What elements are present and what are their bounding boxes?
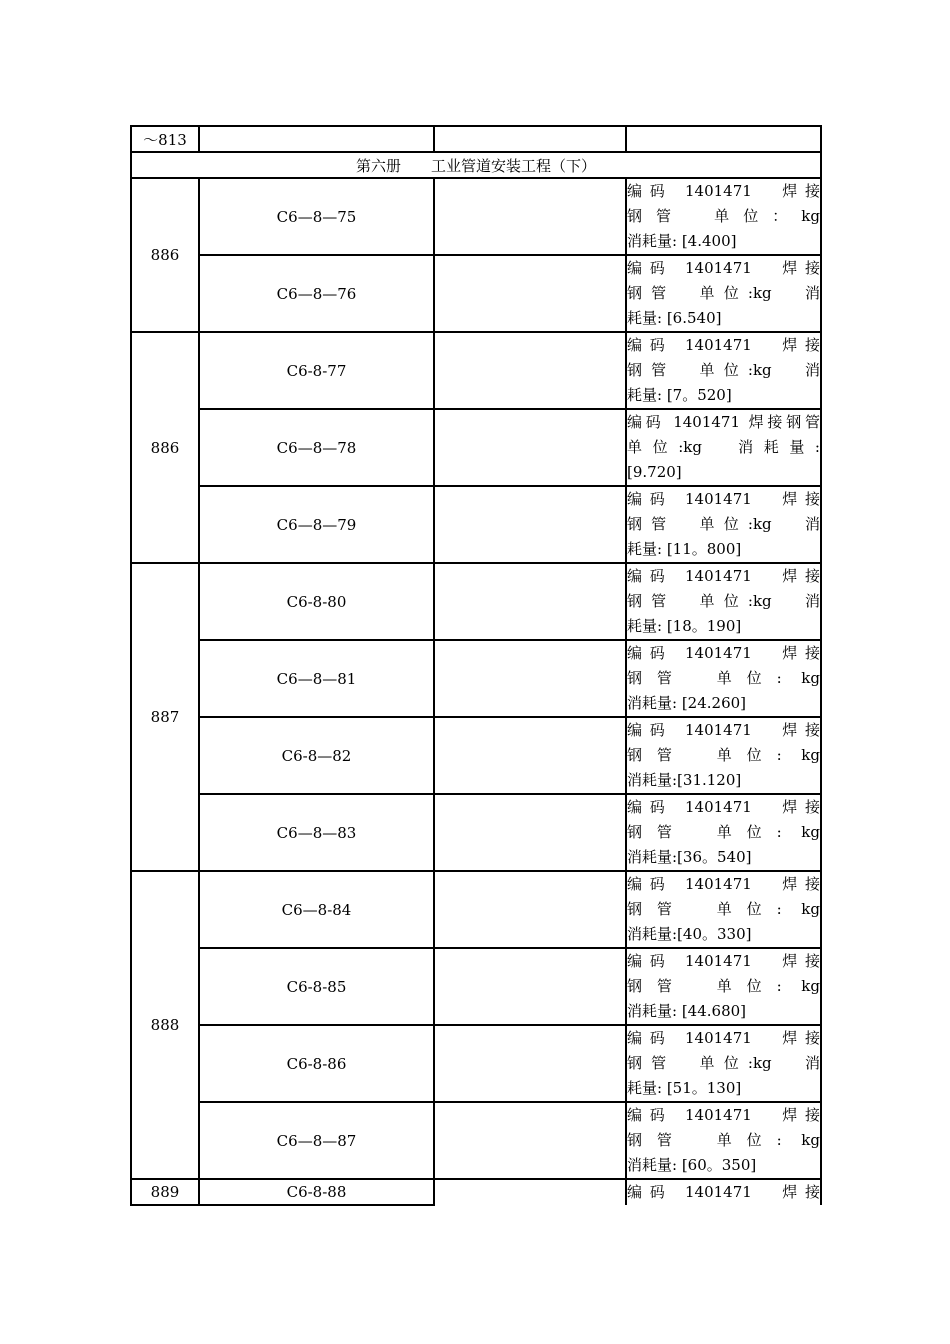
code-cell: C6-8-77 — [199, 332, 434, 409]
description-line: 编码 1401471 焊接 — [627, 336, 820, 354]
description-line: 编码 1401471 焊接 — [627, 952, 820, 970]
table-row — [131, 486, 821, 563]
description-cell — [626, 409, 821, 486]
description-line: 编码 1401471 焊接钢管 — [627, 413, 820, 431]
page-number-cell: 889 — [131, 1179, 199, 1205]
code-cell: C6-8-88 — [199, 1179, 434, 1205]
table-row — [131, 1102, 821, 1179]
table-row — [131, 1179, 821, 1205]
description-cell — [626, 178, 821, 255]
table-row — [131, 640, 821, 717]
description-line: 消耗量: [4.400] — [627, 232, 737, 250]
description-line: 钢管 单位:kg 消 — [627, 284, 820, 302]
table-row — [131, 178, 821, 255]
code-cell: C6—8—79 — [199, 486, 434, 563]
blank-cell — [434, 948, 626, 1025]
table-row — [131, 794, 821, 871]
blank-cell — [434, 563, 626, 640]
code-cell: C6—8—81 — [199, 640, 434, 717]
code-cell: C6-8-80 — [199, 563, 434, 640]
description-cell — [626, 126, 821, 152]
description-line: 钢管 单位: kg — [627, 1131, 820, 1149]
blank-cell — [434, 640, 626, 717]
code-cell: C6-8-86 — [199, 1025, 434, 1102]
description-line: 钢管 单位: kg — [627, 746, 820, 764]
description-cell — [626, 794, 821, 871]
blank-cell — [434, 486, 626, 563]
description-line: 编码 1401471 焊接 — [627, 1106, 820, 1124]
description-cell — [626, 948, 821, 1025]
code-cell: C6—8—87 — [199, 1102, 434, 1179]
blank-cell — [434, 1179, 626, 1205]
page-number-cell: ～813 — [131, 126, 199, 152]
description-line: 编码 1401471 焊接 — [627, 567, 820, 585]
description-cell — [626, 871, 821, 948]
description-line: 单位:kg 消耗量: — [627, 438, 820, 456]
blank-cell — [434, 871, 626, 948]
description-line: 钢管 单位: kg — [627, 823, 820, 841]
blank-cell — [434, 332, 626, 409]
code-cell: C6-8—82 — [199, 717, 434, 794]
blank-cell — [434, 126, 626, 152]
description-line: 耗量: [6.540] — [627, 309, 722, 327]
description-line: 钢管 单位:kg 消 — [627, 1054, 820, 1072]
table-row — [131, 717, 821, 794]
description-line: 钢管 单位: kg — [627, 669, 820, 687]
description-line: 钢管 单位:kg 消 — [627, 515, 820, 533]
description-line: 编码 1401471 焊接 — [627, 259, 820, 277]
blank-cell — [434, 178, 626, 255]
code-cell: C6—8—75 — [199, 178, 434, 255]
description-line: 消耗量:[36。540] — [627, 848, 752, 866]
table-row — [131, 871, 821, 948]
description-cell — [626, 255, 821, 332]
description-line: 消耗量:[31.120] — [627, 771, 742, 789]
description-line: 编码 1401471 焊接 — [627, 875, 820, 893]
description-line: 编码 1401471 焊接 — [627, 798, 820, 816]
table-row — [131, 563, 821, 640]
description-line: 消耗量: [44.680] — [627, 1002, 747, 1020]
code-cell: C6—8-84 — [199, 871, 434, 948]
code-cell: C6—8—83 — [199, 794, 434, 871]
description-line: 编码 1401471 焊接 — [627, 721, 820, 739]
blank-cell — [434, 255, 626, 332]
table-row — [131, 255, 821, 332]
description-line: 编码 1401471 焊接 — [627, 182, 820, 200]
description-line: 耗量: [18。190] — [627, 617, 742, 635]
table-row — [131, 1025, 821, 1102]
description-line: 耗量: [11。800] — [627, 540, 742, 558]
description-line: 编码 1401471 焊接 — [627, 1183, 820, 1201]
table-row — [131, 409, 821, 486]
code-cell: C6-8-85 — [199, 948, 434, 1025]
description-line: 耗量: [7。520] — [627, 386, 732, 404]
blank-cell — [434, 1025, 626, 1102]
section-title: 第六册 工业管道安装工程（下） — [131, 152, 821, 178]
description-cell — [626, 640, 821, 717]
description-line: 消耗量: [24.260] — [627, 694, 747, 712]
description-line: 耗量: [51。130] — [627, 1079, 742, 1097]
description-line: 钢管 单位: kg — [627, 900, 820, 918]
page-number-cell: 886 — [131, 178, 199, 332]
code-cell: C6—8—76 — [199, 255, 434, 332]
page-number-cell: 886 — [131, 332, 199, 563]
page-number-cell: 887 — [131, 563, 199, 871]
description-line: [9.720] — [627, 463, 682, 481]
code-cell — [199, 126, 434, 152]
description-line: 编码 1401471 焊接 — [627, 644, 820, 662]
description-cell — [626, 1179, 821, 1205]
blank-cell — [434, 409, 626, 486]
table-row — [131, 332, 821, 409]
description-line: 钢管 单位: kg — [627, 977, 820, 995]
page-number-cell: 888 — [131, 871, 199, 1179]
description-line: 钢管 单位:kg 消 — [627, 592, 820, 610]
description-cell — [626, 717, 821, 794]
blank-cell — [434, 794, 626, 871]
blank-cell — [434, 1102, 626, 1179]
description-cell — [626, 1102, 821, 1179]
code-cell: C6—8—78 — [199, 409, 434, 486]
description-line: 钢管 单位:kg 消 — [627, 361, 820, 379]
description-line: 钢管 单位：kg — [627, 207, 820, 225]
description-line: 编码 1401471 焊接 — [627, 1029, 820, 1047]
description-line: 消耗量:[40。330] — [627, 925, 752, 943]
description-line: 编码 1401471 焊接 — [627, 490, 820, 508]
blank-cell — [434, 717, 626, 794]
description-cell — [626, 563, 821, 640]
description-cell — [626, 1025, 821, 1102]
section-row — [131, 152, 821, 178]
table-row — [131, 948, 821, 1025]
consumption-table — [130, 125, 822, 1206]
description-cell — [626, 486, 821, 563]
table-row — [131, 126, 821, 152]
description-line: 消耗量: [60。350] — [627, 1156, 757, 1174]
description-cell — [626, 332, 821, 409]
